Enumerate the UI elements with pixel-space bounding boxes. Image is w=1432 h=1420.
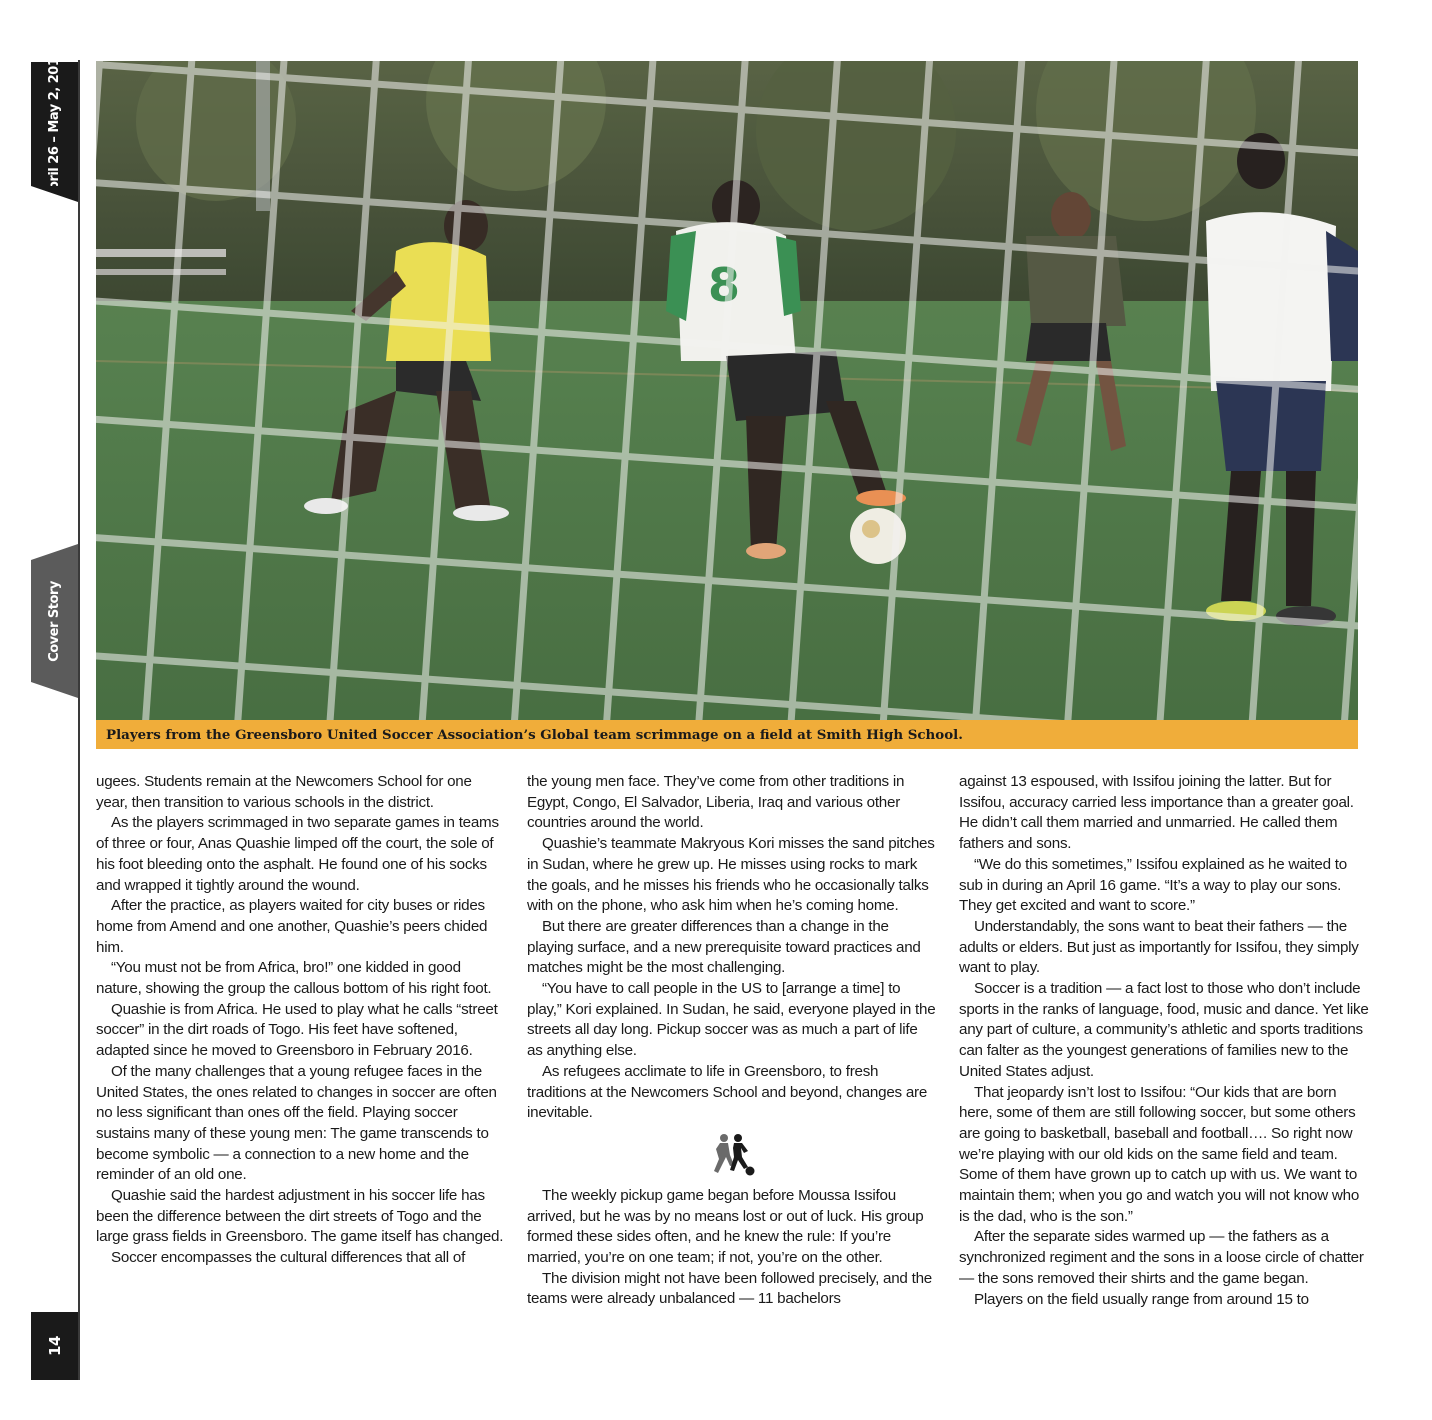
paragraph: Players on the field usually range from around 15 to [974,1290,1309,1308]
paragraph: Of the many challenges that a young refugee faces in the United States, the ones related to changes in soccer are often no less significant than ones off the field. Playing soccer sustains many of these young men: The game transcends to become symbolic — a connection to a new home and the reminder of an old one. [96,1062,497,1184]
section-divider [527,1124,937,1186]
paragraph: Quashie is from Africa. He used to play what he calls “street soccer” in the dirt roads of Togo. His feet have softened, adapted since he moved to Greensboro in February 2016. [96,1000,498,1060]
section-label: Cover Story [47,580,62,662]
paragraph: ugees. Students remain at the Newcomers School for one year, then transition to various schools in the district. [96,773,472,811]
paragraph: “You have to call people in the US to [arrange a time] to play,” Kori explained. In Sudan, he said, everyone played in the streets all day long. Pickup soccer was as much a part of life as anything else. [527,980,936,1060]
paragraph: “You must not be from Africa, bro!” one kidded in good nature, showing the group the callous bottom of his right foot. [96,959,492,998]
paragraph: the young men face. They’ve come from other traditions in Egypt, Congo, El Salvador, Liberia, Iraq and various other countries around the world. [527,773,905,832]
paragraph: The division might not have been followed precisely, and the teams were already unbalanced — 11 bachelors [527,1269,932,1308]
paragraph: The weekly pickup game began before Moussa Issifou arrived, but he was by no means lost or out of luck. His group formed these sides often, and he knew the rule: If you’re married, you’re on one team; if not, you’re on the other. [527,1186,924,1267]
section-tab [31,560,78,682]
cover-photo [96,61,1358,720]
article-column-2 [527,772,937,1310]
paragraph: After the practice, as players waited for city buses or rides home from Amend and one another, Quashie’s peers chided him. [96,897,488,956]
article-column-1 [96,772,506,1269]
paragraph: Understandably, the sons want to beat their fathers — the adults or elders. But just as importantly for Issifou, they simply want to play. [959,917,1359,977]
paragraph: But there are greater differences than a change in the playing surface, and a new prerequisite toward practices and matches might be the most challenging. [527,917,921,977]
paragraph: After the separate sides warmed up — the fathers as a synchronized regiment and the sons in a loose circle of chatter — the sons removed their shirts and the game began. [959,1228,1364,1287]
issue-date-label: April 26 – May 2, 2017 [47,48,63,200]
photo-caption: Players from the Greensboro United Soccer Association’s Global team scrimmage on a field at Smith High School. [96,720,1358,749]
page-number-tab [31,1312,78,1380]
paragraph: against 13 espoused, with Issifou joining the latter. But for Issifou, accuracy carried less importance than a greater goal. He didn’t call them married and unmarried. He called them fathers and sons. [959,773,1354,853]
article-column-3 [959,772,1369,1310]
paragraph: Soccer encompasses the cultural differences that all of [111,1249,466,1267]
paragraph: Quashie’s teammate Makryous Kori misses the sand pitches in Sudan, where he grew up. He misses using rocks to mark the goals, and he misses his friends who he occasionally talks with on the phone, who ask him when he’s coming home. [527,835,935,915]
paragraph: Quashie said the hardest adjustment in his soccer life has been the difference between the dirt streets of Togo and the large grass fields in Greensboro. The game itself has changed. [96,1187,504,1246]
paragraph: As the players scrimmaged in two separate games in teams of three or four, Anas Quashie limped off the court, the sole of his foot bleeding onto the asphalt. He found one of his socks and wrapped it tightly around the wound. [96,814,499,894]
soccer-players-icon [708,1133,756,1177]
issue-date-tab [31,48,78,200]
soccer-photo-illustration [96,61,1358,720]
page-number: 14 [45,1336,64,1356]
paragraph: As refugees acclimate to life in Greensboro, to fresh traditions at the Newcomers School and beyond, changes are inevitable. [527,1062,928,1122]
paragraph: Soccer is a tradition — a fact lost to those who don’t include sports in the ranks of language, food, music and dance. Yet like any part of culture, a community’s athletic and sports traditions can falter as the youngest generations of families new to the United States adjust. [959,980,1369,1080]
spine-rule [78,60,80,1380]
paragraph: “We do this sometimes,” Issifou explained as he waited to sub in during an April 16 game. “It’s a way to play our sons. They get excited and want to score.” [959,855,1347,915]
paragraph: That jeopardy isn’t lost to Issifou: “Our kids that are born here, some of them are still following soccer, but some others are going to basketball, baseball and football…. So right now we’re playing with our old kids on the same field and team. Some of them have grown up to catch up with us. We want to maintain them; when you go and watch you will not know who is the dad, who is the son.” [959,1083,1360,1225]
